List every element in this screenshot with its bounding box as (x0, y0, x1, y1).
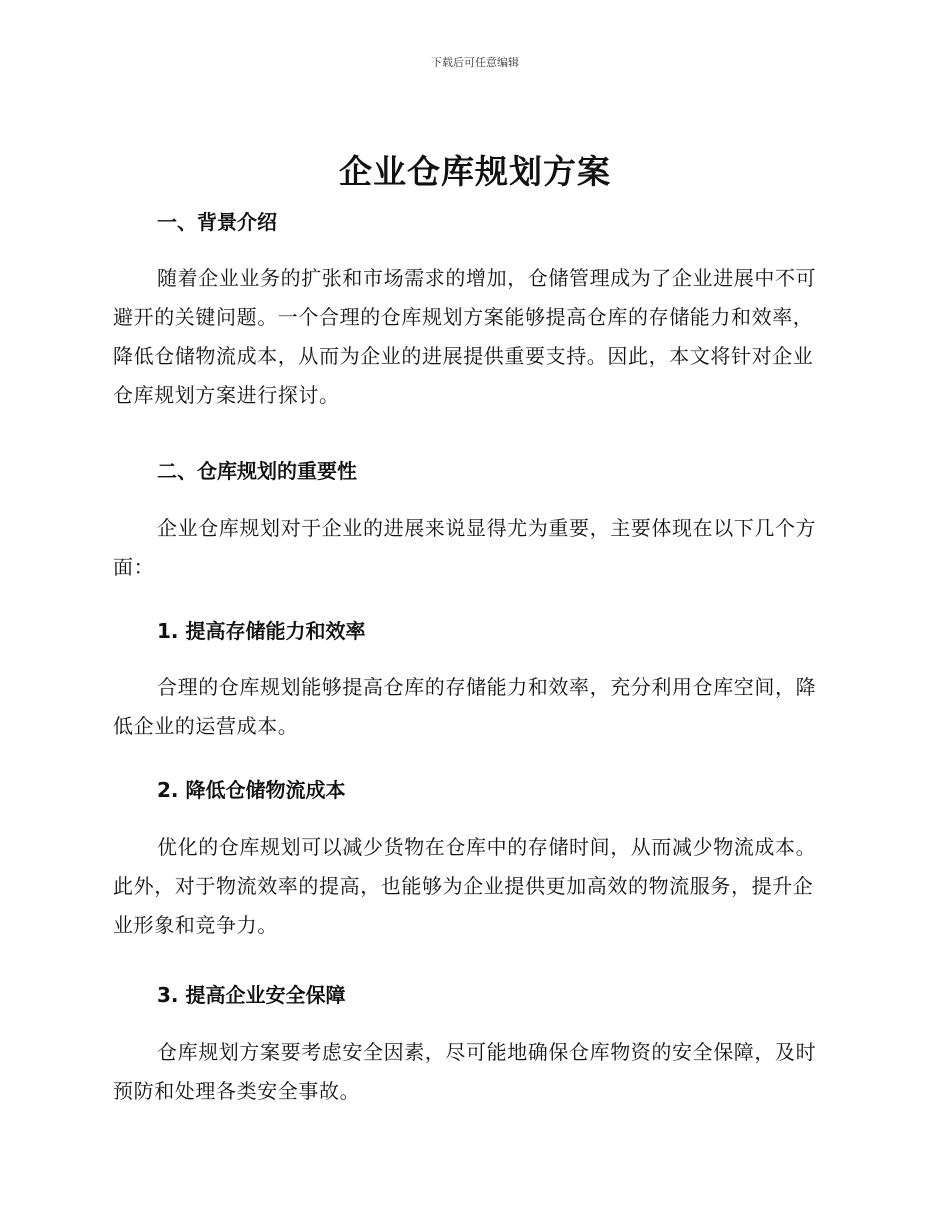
section-heading-storage-efficiency: 1. 提高存储能力和效率 (157, 619, 366, 643)
section-paragraph-logistics-cost: 优化的仓库规划可以减少货物在仓库中的存储时间，从而减少物流成本。此外，对于物流效率的提高，也能够为企业提供更加高效的物流服务，提升企业形象和竞争力。 (113, 835, 817, 937)
section-paragraph-storage-efficiency: 合理的仓库规划能够提高仓库的存储能力和效率，充分利用仓库空间，降低企业的运营成本。 (113, 675, 817, 738)
section-paragraph-safety: 仓库规划方案要考虑安全因素，尽可能地确保仓库物资的安全保障，及时预防和处理各类安全事故。 (113, 1040, 817, 1103)
section-heading-importance: 二、仓库规划的重要性 (157, 459, 357, 483)
section-heading-background: 一、背景介绍 (157, 210, 277, 234)
section-paragraph-background: 随着企业业务的扩张和市场需求的增加，仓储管理成为了企业进展中不可避开的关键问题。一个合理的仓库规划方案能够提高仓库的存储能力和效率，降低仓储物流成本，从而为企业的进展提供重要支持。因此，本文将针对企业仓库规划方案进行探讨。 (113, 266, 817, 407)
page-header-note: 下载后可任意编辑 (431, 56, 519, 69)
section-paragraph-importance: 企业仓库规划对于企业的进展来说显得尤为重要，主要体现在以下几个方面： (113, 516, 817, 579)
document-title: 企业仓库规划方案 (339, 152, 611, 191)
section-heading-logistics-cost: 2. 降低仓储物流成本 (157, 778, 346, 802)
section-heading-safety: 3. 提高企业安全保障 (157, 983, 346, 1007)
